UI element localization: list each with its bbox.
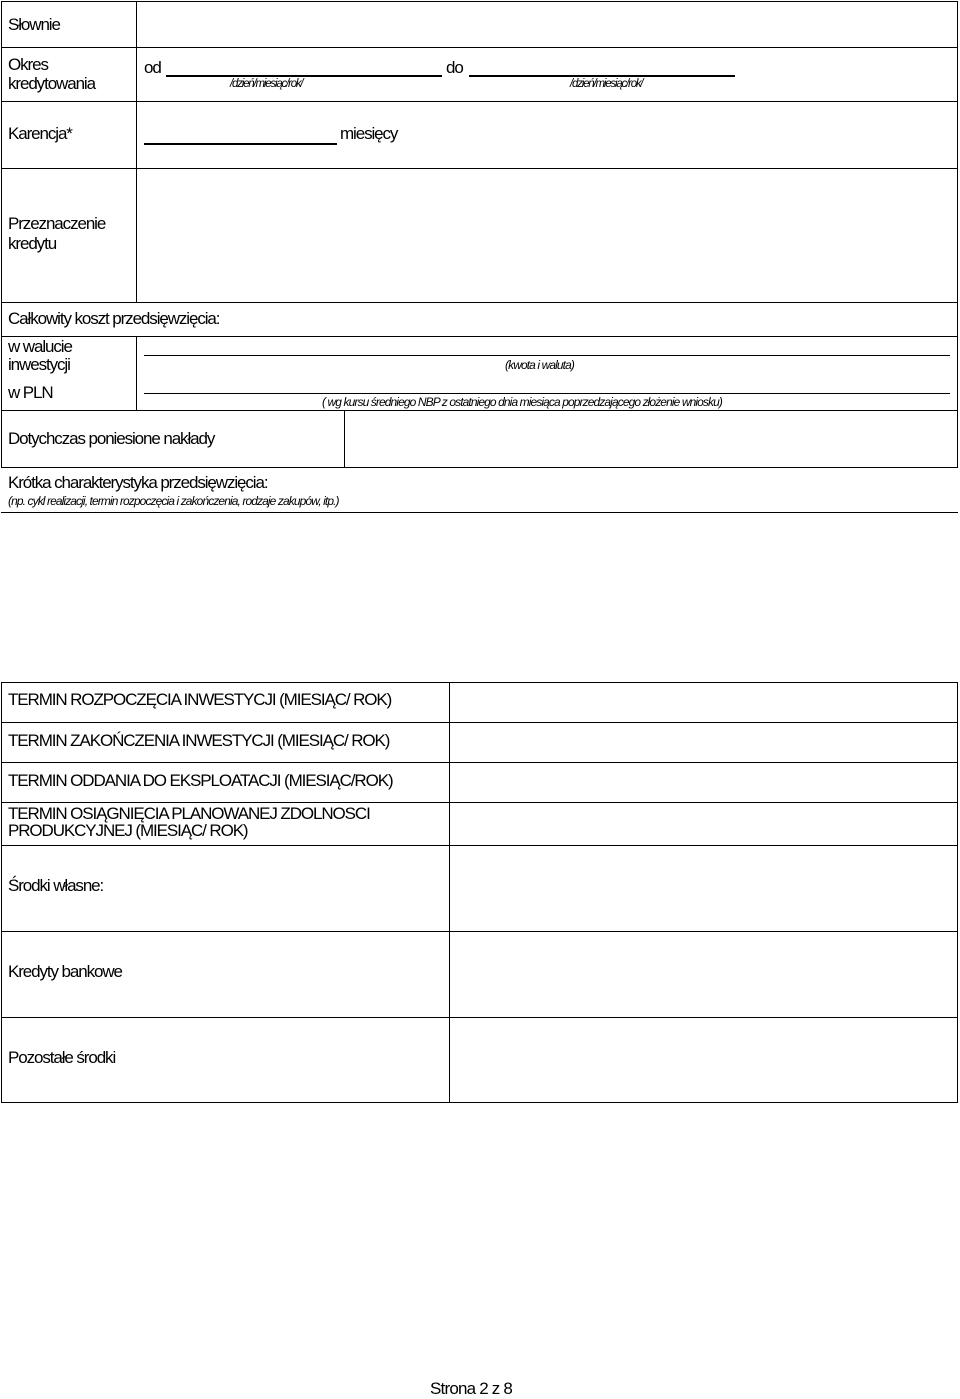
koszt-waluta-label-line2: inwestycji (8, 355, 70, 374)
okres-to-word: do (446, 58, 463, 77)
okres-label-line2: kredytowania (8, 74, 95, 93)
row-divider (1, 1017, 958, 1018)
pozostale-srodki-label: Pozostałe środki (8, 1048, 116, 1067)
przeznaczenie-field[interactable] (138, 170, 956, 300)
row-divider (1, 101, 958, 102)
row-divider (1, 302, 958, 303)
karencja-unit: miesięcy (340, 124, 398, 143)
row-divider (1, 931, 958, 932)
slownie-label: Słownie (8, 15, 60, 34)
row-divider (1, 168, 958, 169)
srodki-wlasne-label: Środki własne: (8, 876, 104, 895)
termin-zakonczenia-label: TERMIN ZAKOŃCZENIA INWESTYCJI (MIESIĄC/ ROK) (8, 731, 390, 750)
naklady-field[interactable] (346, 412, 956, 467)
przeznaczenie-label-line1: Przeznaczenie (8, 214, 106, 233)
termin-rozpoczecia-label: TERMIN ROZPOCZĘCIA INWESTYCJI (MIESIĄC/ ROK) (8, 690, 392, 709)
okres-label-line1: Okres (8, 55, 48, 74)
termin-oddania-label: TERMIN ODDANIA DO EKSPLOATACJI (MIESIĄC/ROK) (8, 771, 393, 790)
termin-oddania-field[interactable] (451, 764, 956, 801)
kredyty-bankowe-field[interactable] (451, 933, 956, 1016)
row-divider (1, 722, 958, 723)
col-divider (344, 410, 345, 468)
termin-zakonczenia-field[interactable] (451, 724, 956, 761)
charakterystyka-hint: (np. cykl realizacji, termin rozpoczęcia i zakończenia, rodzaje zakupów, itp.) (8, 494, 339, 508)
charakterystyka-heading: Krótka charakterystyka przedsięwzięcia: (8, 473, 268, 492)
charakterystyka-field[interactable] (2, 514, 956, 680)
termin-osiagniecia-field[interactable] (451, 804, 956, 844)
row-divider (1, 47, 958, 48)
section-divider (1, 512, 958, 513)
col-divider (136, 336, 137, 410)
koszt-heading: Całkowity koszt przedsięwzięcia: (8, 309, 220, 328)
okres-from-line[interactable] (166, 75, 442, 77)
col-divider (449, 682, 450, 1103)
koszt-waluta-hint: (kwota i waluta) (505, 358, 574, 372)
koszt-pln-hint: ( wg kursu średniego NBP z ostatniego dnia miesiąca poprzedzającego złożenie wniosku) (322, 395, 722, 409)
przeznaczenie-label-line2: kredytu (8, 234, 57, 253)
okres-to-hint: /dzień/miesiąc/rok/ (570, 78, 643, 90)
koszt-pln-label: w PLN (8, 383, 53, 402)
srodki-wlasne-field[interactable] (451, 847, 956, 930)
okres-to-line[interactable] (469, 75, 735, 77)
koszt-waluta-line[interactable] (144, 355, 950, 356)
page-number: Strona 2 z 8 (430, 1379, 513, 1398)
row-divider (1, 762, 958, 763)
koszt-pln-line[interactable] (144, 393, 950, 394)
karencja-line[interactable] (144, 143, 337, 145)
col-divider (136, 1, 137, 302)
koszt-waluta-label-line1: w walucie (8, 337, 72, 356)
slownie-field[interactable] (138, 3, 956, 46)
karencja-label: Karencja* (8, 124, 72, 143)
row-divider (1, 802, 958, 803)
termin-osiagniecia-label-line2: PRODUKCYJNEJ (MIESIĄC/ ROK) (8, 821, 248, 840)
termin-rozpoczecia-field[interactable] (451, 684, 956, 721)
row-divider (1, 336, 958, 337)
row-divider (1, 410, 958, 411)
naklady-label: Dotychczas poniesione nakłady (8, 429, 215, 448)
pozostale-srodki-field[interactable] (451, 1019, 956, 1102)
row-divider (1, 845, 958, 846)
kredyty-bankowe-label: Kredyty bankowe (8, 962, 122, 981)
okres-from-hint: /dzień/miesiąc/rok/ (230, 78, 303, 90)
termin-osiagniecia-label-line1: TERMIN OSIĄGNIĘCIA PLANOWANEJ ZDOLNOSCI (8, 804, 370, 823)
okres-from-word: od (144, 58, 161, 77)
